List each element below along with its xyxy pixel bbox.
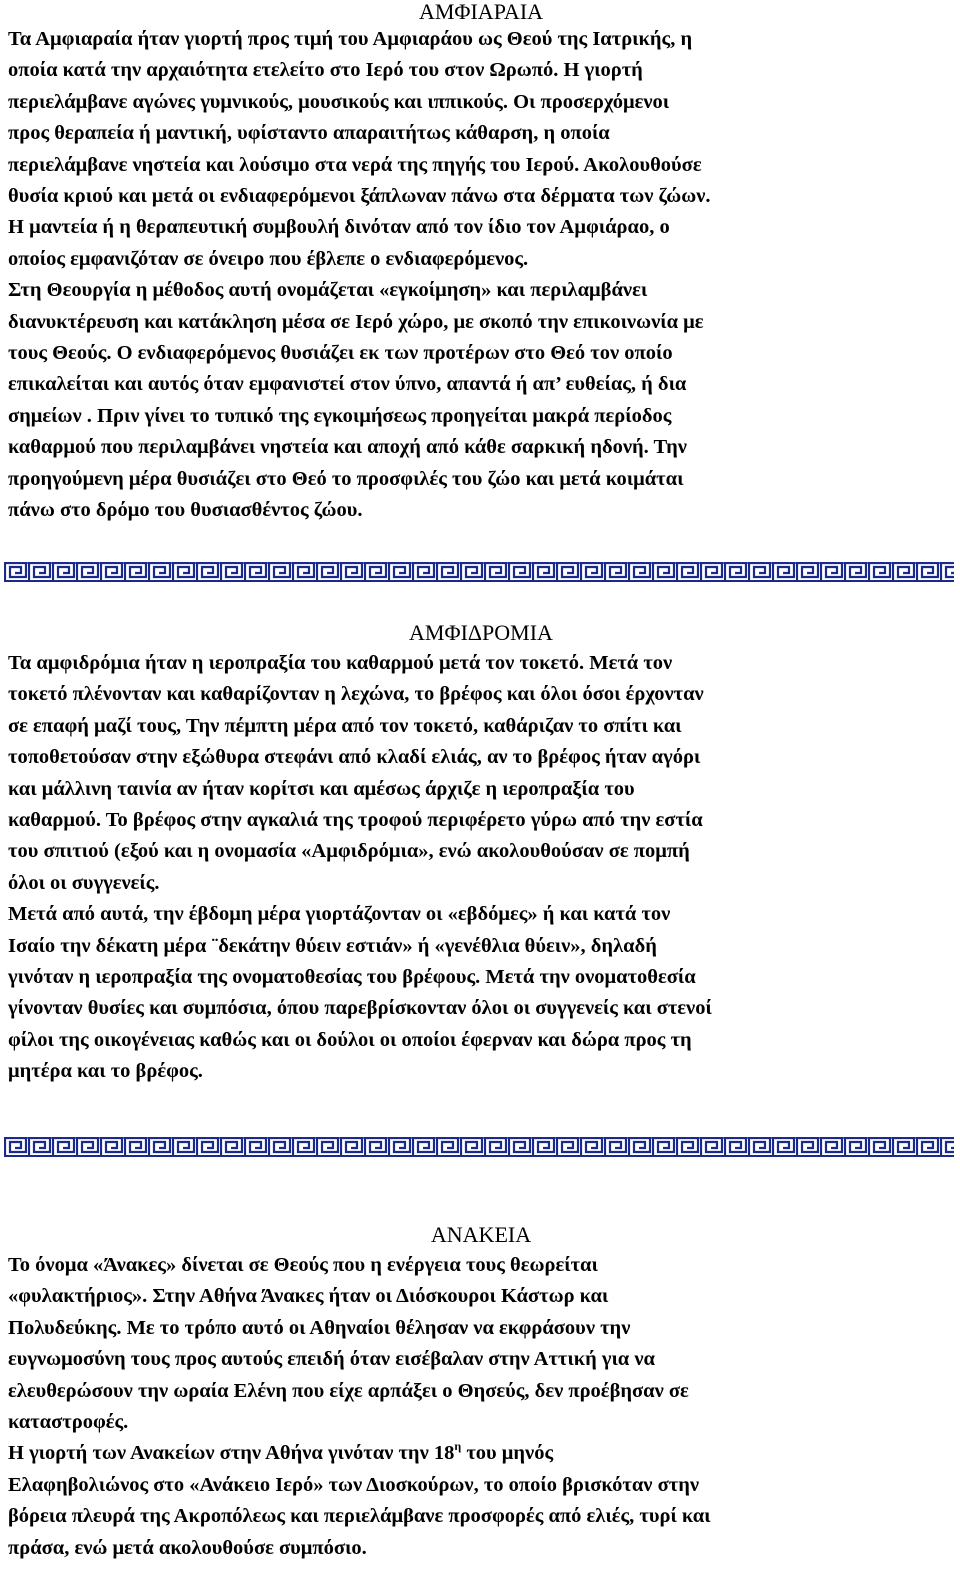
text-line: Το όνομα «Άνακες» δίνεται σε Θεούς που η ενέργεια τους θεωρείται — [8, 1254, 598, 1276]
section-body — [8, 24, 954, 527]
text-line: Ελαφηβολιώνος στο «Ανάκειο Ιερό» των Διοσκούρων, το οποίο βρισκόταν στην — [8, 1473, 699, 1496]
text-line: περιελάμβανε αγώνες γυμνικούς, μουσικούς και ιππικούς. Οι προσερχόμενοι — [8, 90, 670, 113]
text-line: σημείων . Πριν γίνει το τυπικό της εγκοιμήσεως προηγείται μακρά περίοδος — [8, 404, 672, 427]
text-line: του σπιτιού (εξού και η ονομασία «Αμφιδρόμια», ενώ ακολουθούσαν σε πομπή — [8, 840, 690, 863]
section-title: ΑΜΦΙΑΡΑΙΑ — [418, 0, 544, 24]
text-line: περιελάμβανε νηστεία και λούσιμο στα νερά της πηγής του Ιερού. Ακολουθούσε — [8, 153, 702, 176]
text-line: καταστροφές. — [8, 1411, 129, 1434]
text-line: Μετά από αυτά, την έβδομη μέρα γιορτάζονταν οι «εβδόμες» ή και κατά τον — [8, 903, 671, 926]
section-title: ΑΜΦΙΔΡΟΜΙΑ — [409, 620, 553, 645]
text-line: γινόταν η ιεροπραξία της ονοματοθεσίας του βρέφους. Μετά την ονοματοθεσία — [8, 966, 696, 989]
section-amfiaraia — [8, 0, 954, 527]
text-line: προηγούμενη μέρα θυσιάζει στο Θεό το προσφιλές του ζώο και μετά κοιμάται — [8, 467, 684, 490]
text-line: πάνω στο δρόμο του θυσιασθέντος ζώου. — [8, 499, 363, 522]
text-line: βόρεια πλευρά της Ακροπόλεως και περιελάμβανε προσφορές από ελιές, τυρί και — [8, 1505, 711, 1528]
greek-key-divider — [4, 562, 954, 582]
text-line: τους Θεούς. Ο ενδιαφερόμενος θυσιάζει εκ των προτέρων στο Θεό τον οποίο — [8, 342, 673, 365]
text-line: καθαρμού που περιλαμβάνει νηστεία και αποχή από κάθε σαρκική ηδονή. Την — [8, 436, 687, 459]
text-line: Η μαντεία ή η θεραπευτική συμβουλή δινόταν από τον ίδιο τον Αμφιάραο, ο — [8, 216, 670, 239]
text-line: οποίος εμφανιζόταν σε όνειρο που έβλεπε ο ενδιαφερόμενος. — [8, 247, 529, 270]
text-line: Πολυδεύκης. Με το τρόπο αυτό οι Αθηναίοι θέλησαν να εκφράσουν την — [8, 1316, 631, 1339]
text-line: τοκετό πλένονταν και καθαρίζονταν η λεχώνα, το βρέφος και όλοι όσοι έρχονταν — [8, 683, 704, 706]
text-line: τοποθετούσαν στην εξώθυρα στεφάνι από κλαδί ελιάς, αν το βρέφος ήταν αγόρι — [8, 746, 701, 769]
text-line: διανυκτέρευση και κατάκληση μέσα σε Ιερό χώρο, με σκοπό την επικοινωνία με — [8, 310, 704, 333]
text-line: οποία κατά την αρχαιότητα ετελείτο στο Ιερό του στον Ωρωπό. Η γιορτή — [8, 59, 643, 82]
text-line: προς θεραπεία ή μαντική, υφίσταντο απαραιτήτως κάθαρση, η οποία — [8, 122, 610, 145]
text-line: ελευθερώσουν την ωραία Ελένη που είχε αρπάξει ο Θησεύς, δεν προέβησαν σε — [8, 1379, 689, 1402]
text-line: θυσία κριού και μετά οι ενδιαφερόμενοι ξάπλωναν πάνω στα δέρματα των ζώων. — [8, 185, 711, 208]
text-line: φίλοι της οικογένειας καθώς και οι δούλοι οι οποίοι έφερναν και δώρα προς τη — [8, 1028, 692, 1051]
section-title: ΑΝΑΚΕΙΑ — [430, 1222, 532, 1247]
text-line: Ισαίο την δέκατη μέρα ¨δεκάτην θύειν εστιάν» ή «γενέθλια θύειν», δηλαδή — [8, 934, 657, 957]
text-fragment: του μηνός — [461, 1442, 554, 1465]
text-fragment: Η γιορτή των Ανακείων στην Αθήνα γινόταν την 18 — [8, 1442, 455, 1465]
text-line-with-superscript — [8, 1438, 954, 1469]
superscript: η — [454, 1439, 462, 1454]
text-line: σε επαφή μαζί τους, Την πέμπτη μέρα από τον τοκετό, καθάριζαν το σπίτι και — [8, 714, 682, 737]
section-body — [8, 648, 954, 1088]
text-line: όλοι οι συγγενείς. — [8, 871, 160, 894]
text-line: γίνονταν θυσίες και συμπόσια, όπου παρεβρίσκονταν όλοι οι συγγενείς και στενοί — [8, 997, 712, 1020]
text-line: μητέρα και το βρέφος. — [8, 1060, 203, 1083]
section-amfidromia — [8, 620, 954, 1088]
text-line: ευγνωμοσύνη τους προς αυτούς επειδή όταν εισέβαλαν στην Αττική για να — [8, 1348, 655, 1371]
greek-key-divider — [4, 1137, 954, 1157]
section-anakeia — [8, 1222, 954, 1564]
text-line: «φυλακτήριος». Στην Αθήνα Άνακες ήταν οι Διόσκουροι Κάστωρ και — [8, 1285, 609, 1308]
text-line: Στη Θεουργία η μέθοδος αυτή ονομάζεται «εγκοίμηση» και περιλαμβάνει — [8, 279, 648, 302]
text-line: και μάλλινη ταινία αν ήταν κορίτσι και αμέσως άρχιζε η ιεροπραξία του — [8, 777, 635, 800]
text-line: πράσα, ενώ μετά ακολουθούσε συμπόσιο. — [8, 1536, 367, 1559]
text-line: Τα Αμφιαραία ήταν γιορτή προς τιμή του Αμφιαράου ως Θεού της Ιατρικής, η — [8, 28, 693, 50]
text-line: Τα αμφιδρόμια ήταν η ιεροπραξία του καθαρμού μετά τον τοκετό. Μετά τον — [8, 652, 673, 674]
text-line: επικαλείται και αυτός όταν εμφανιστεί στον ύπνο, απαντά ή απ’ ευθείας, ή δια — [8, 373, 687, 396]
section-body — [8, 1250, 954, 1564]
text-line: καθαρμού. Το βρέφος στην αγκαλιά της τροφού περιφέρετο γύρω από την εστία — [8, 809, 703, 832]
